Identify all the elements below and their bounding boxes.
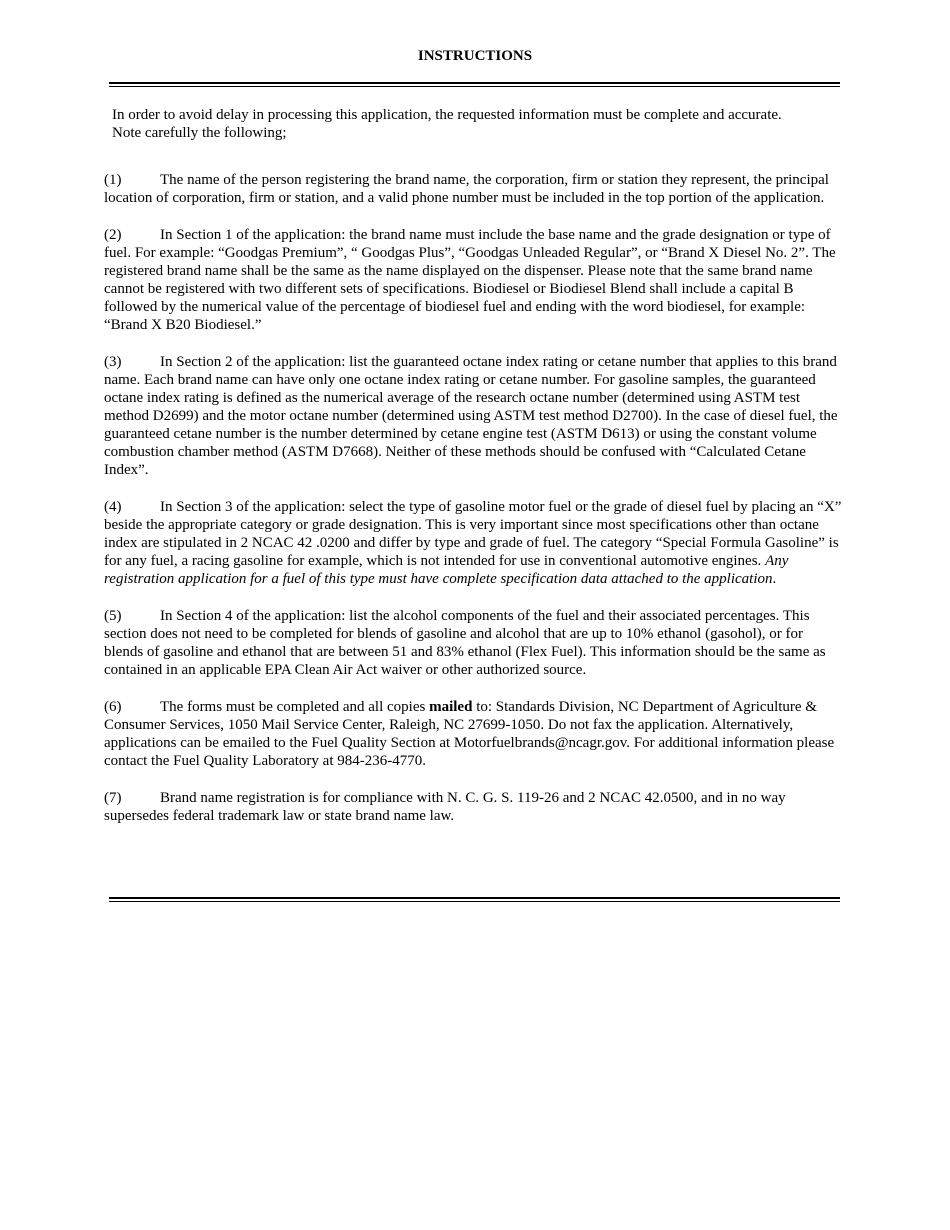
item-bold-text: mailed	[429, 699, 473, 715]
instruction-item-5	[104, 607, 844, 679]
item-text: Brand name registration is for compliance with N. C. G. S. 119-26 and 2 NCAC 42.0500, and in no way supersedes federal trademark law or state brand name law.	[104, 790, 786, 824]
item-text: In Section 3 of the application: select the type of gasoline motor fuel or the grade of diesel fuel by placing an “X” beside the appropriate category or grade designation. This is very important since most specifications other than octane index are stipulated in 2 NCAC 42 .0200 and differ by type and grade of fuel. The category “Special Formula Gasoline” is for any fuel, a racing gasoline for example, which is not intended for use in conventional automotive engines.	[104, 499, 842, 569]
instruction-list	[104, 171, 844, 844]
item-number: (7)	[104, 790, 122, 806]
item-text: The forms must be completed and all copies	[160, 699, 430, 715]
item-number: (6)	[104, 699, 122, 715]
instruction-item-2	[104, 226, 844, 334]
instruction-item-7	[104, 789, 844, 825]
bottom-double-rule	[109, 897, 840, 902]
page-title: INSTRUCTIONS	[417, 48, 533, 64]
instruction-item-4	[104, 498, 844, 588]
item-number: (4)	[104, 499, 122, 515]
item-text: In Section 1 of the application: the brand name must include the base name and the grade designation or type of fuel. For example: “Goodgas Premium”, “ Goodgas Plus”, “Goodgas Unleaded Regular”, or “Brand X Diesel No. 2”. The registered brand name shall be the same as the name displayed on the dispenser. Please note that the same brand name cannot be registered with two different sets of specifications. Biodiesel or Biodiesel Blend shall include a capital B followed by the numerical value of the percentage of biodiesel fuel and ending with the word biodiesel, for example: “Brand X B20 Biodiesel.”	[104, 227, 836, 333]
item-number: (3)	[104, 354, 122, 370]
instruction-item-3	[104, 353, 844, 479]
item-number: (2)	[104, 227, 122, 243]
item-tail-text: .	[772, 571, 777, 587]
intro-text	[112, 106, 842, 142]
item-number: (5)	[104, 608, 122, 624]
item-number: (1)	[104, 172, 122, 188]
top-double-rule	[109, 82, 840, 87]
item-italic-text: Any registration application for a fuel of this type must have complete specification data attached to the application	[104, 553, 789, 587]
intro-line-2: Note carefully the following;	[112, 125, 287, 141]
intro-line-1: In order to avoid delay in processing this application, the requested information must be complete and accurate.	[112, 107, 782, 123]
instruction-item-6	[104, 698, 844, 770]
item-text: In Section 2 of the application: list the guaranteed octane index rating or cetane number that applies to this brand name. Each brand name can have only one octane index rating or cetane number. For gasoline samples, the guaranteed octane index rating is defined as the numerical average of the research octane number (determined using ASTM test method D2699) and the motor octane number (determined using ASTM test method D2700). In the case of diesel fuel, the guaranteed cetane number is the number determined by cetane engine test (ASTM D613) or using the constant volume combustion chamber method (ASTM D7668). Neither of these methods should be confused with “Calculated Cetane Index”.	[104, 354, 838, 478]
item-text: The name of the person registering the brand name, the corporation, firm or station they represent, the principal location of corporation, firm or station, and a valid phone number must be included in the top portion of the application.	[104, 172, 829, 206]
item-tail-text: to: Standards Division, NC Department of Agriculture & Consumer Services, 1050 Mail Service Center, Raleigh, NC 27699-1050. Do not fax the application. Alternatively, applications can be emailed to the Fuel Quality Section at Motorfuelbrands@ncagr.gov. For additional information please contact the Fuel Quality Laboratory at 984-236-4770.	[104, 699, 835, 769]
instruction-item-1	[104, 171, 844, 207]
item-text: In Section 4 of the application: list the alcohol components of the fuel and their associated percentages. This section does not need to be completed for blends of gasoline and alcohol that are up to 10% ethanol (gasohol), or for blends of gasoline and ethanol that are between 51 and 83% ethanol (Flex Fuel). This information should be the same as contained in an applicable EPA Clean Air Act waiver or other authorized source.	[104, 608, 826, 678]
